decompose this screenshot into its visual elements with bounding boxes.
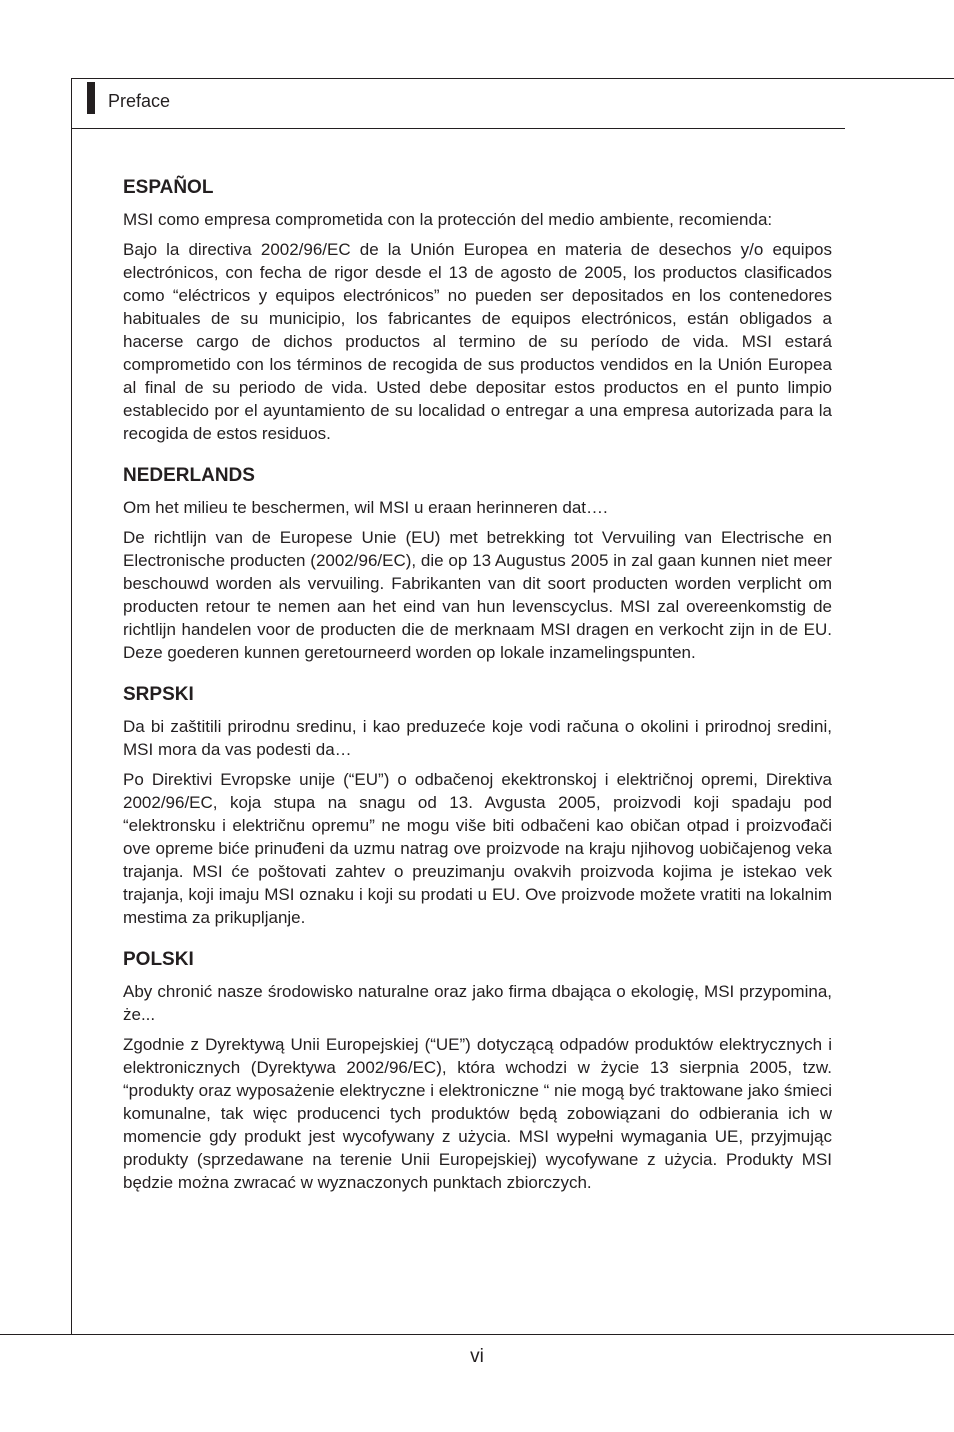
section-intro: MSI como empresa comprometida con la protección del medio ambiente, recomienda: bbox=[123, 210, 773, 229]
section-heading: POLSKI bbox=[123, 949, 194, 970]
header-divider bbox=[71, 128, 845, 129]
section-body: Bajo la directiva 2002/96/EC de la Unión Europea en materia de desechos y/o equipos electrónicos, con fecha de rigor desde el 13 de agosto de 2005, los productos clasificados como “eléctricos y equipos electrónicos” no pueden ser depositados en los contenedores habituales de su municipio, los fabricantes de equipos electrónicos, están obligados a hacerse cargo de dichos productos al termino de su período de vida. MSI estará comprometido con los términos de recogida de sus productos vendidos en la Unión Europea al final de su periodo de vida. Usted debe depositar estos productos en el punto limpio establecido por el ayuntamiento de su localidad o entregar a una empresa autorizada para la recogida de estos residuos. bbox=[123, 240, 832, 443]
page-frame-left-border bbox=[71, 78, 72, 1335]
section-espanol bbox=[123, 176, 832, 445]
section-heading: ESPAÑOL bbox=[123, 177, 214, 198]
section-heading: SRPSKI bbox=[123, 684, 194, 705]
footer-divider bbox=[0, 1334, 954, 1335]
section-nederlands bbox=[123, 464, 832, 664]
section-intro: Da bi zaštitili prirodnu sredinu, i kao preduzeće koje vodi računa o okolini i prirodnoj sredini, MSI mora da vas podesti da… bbox=[123, 717, 832, 759]
page-frame-top-border bbox=[71, 78, 954, 79]
section-polski bbox=[123, 948, 832, 1194]
header-marker-bar bbox=[87, 82, 95, 114]
running-header-title: Preface bbox=[108, 91, 171, 111]
section-body: Po Direktivi Evropske unije (“EU”) o odbačenoj ekektronskoj i električnoj opremi, Direktiva 2002/96/EC, koja stupa na snagu od 13. Avgusta 2005, proizvodi koji spadaju pod “elektronsku i električnu opremu” ne mogu više biti odbačeni kao običan otpad i proizvođači ove opreme biće prinuđeni da uzmu natrag ove proizvode na kraju njihovog uobičajenog veka trajanja. MSI će poštovati zahtev o preuzimanju ovakvih proizvoda kojima je istekao vek trajanja, koji imaju MSI oznaku i koji su prodati u EU. Ove proizvode možete vratiti na lokalnim mestima za prikupljanje. bbox=[123, 770, 832, 927]
section-intro: Aby chronić nasze środowisko naturalne oraz jako firma dbająca o ekologię, MSI przypomina, że... bbox=[123, 982, 832, 1024]
section-intro: Om het milieu te beschermen, wil MSI u eraan herinneren dat…. bbox=[123, 498, 608, 517]
page-number: vi bbox=[470, 1346, 484, 1367]
section-body: De richtlijn van de Europese Unie (EU) met betrekking tot Vervuiling van Electrische en Electronische producten (2002/96/EC), die op 13 Augustus 2005 in zal gaan kunnen niet meer beschouwd worden als vervuiling. Fabrikanten van dit soort producten worden verplicht om producten retour te nemen aan het eind van hun levenscyclus. MSI zal overeenkomstig de richtlijn handelen voor de producten die de merknaam MSI dragen en verkocht zijn in de EU. Deze goederen kunnen geretourneerd worden op lokale inzamelingspunten. bbox=[123, 528, 832, 662]
section-body: Zgodnie z Dyrektywą Unii Europejskiej (“UE”) dotyczącą odpadów produktów elektrycznych i elektronicznych (Dyrektywa 2002/96/EC), która wchodzi w życie 13 sierpnia 2005, tzw. “produkty oraz wyposażenie elektryczne i elektroniczne “ nie mogą być traktowane jako śmieci komunalne, tak więc producenci tych produktów będą zobowiązani do odbierania ich w momencie gdy produkt jest wycofywany z użycia. MSI wypełni wymagania UE, przyjmując produkty (sprzedawane na terenie Unii Europejskiej) wycofywane z użycia. Produkty MSI będzie można zwracać w wyznaczonych punktach zbiorczych. bbox=[123, 1035, 832, 1192]
section-heading: NEDERLANDS bbox=[123, 465, 255, 486]
page-content bbox=[123, 176, 832, 1213]
section-srpski bbox=[123, 683, 832, 929]
